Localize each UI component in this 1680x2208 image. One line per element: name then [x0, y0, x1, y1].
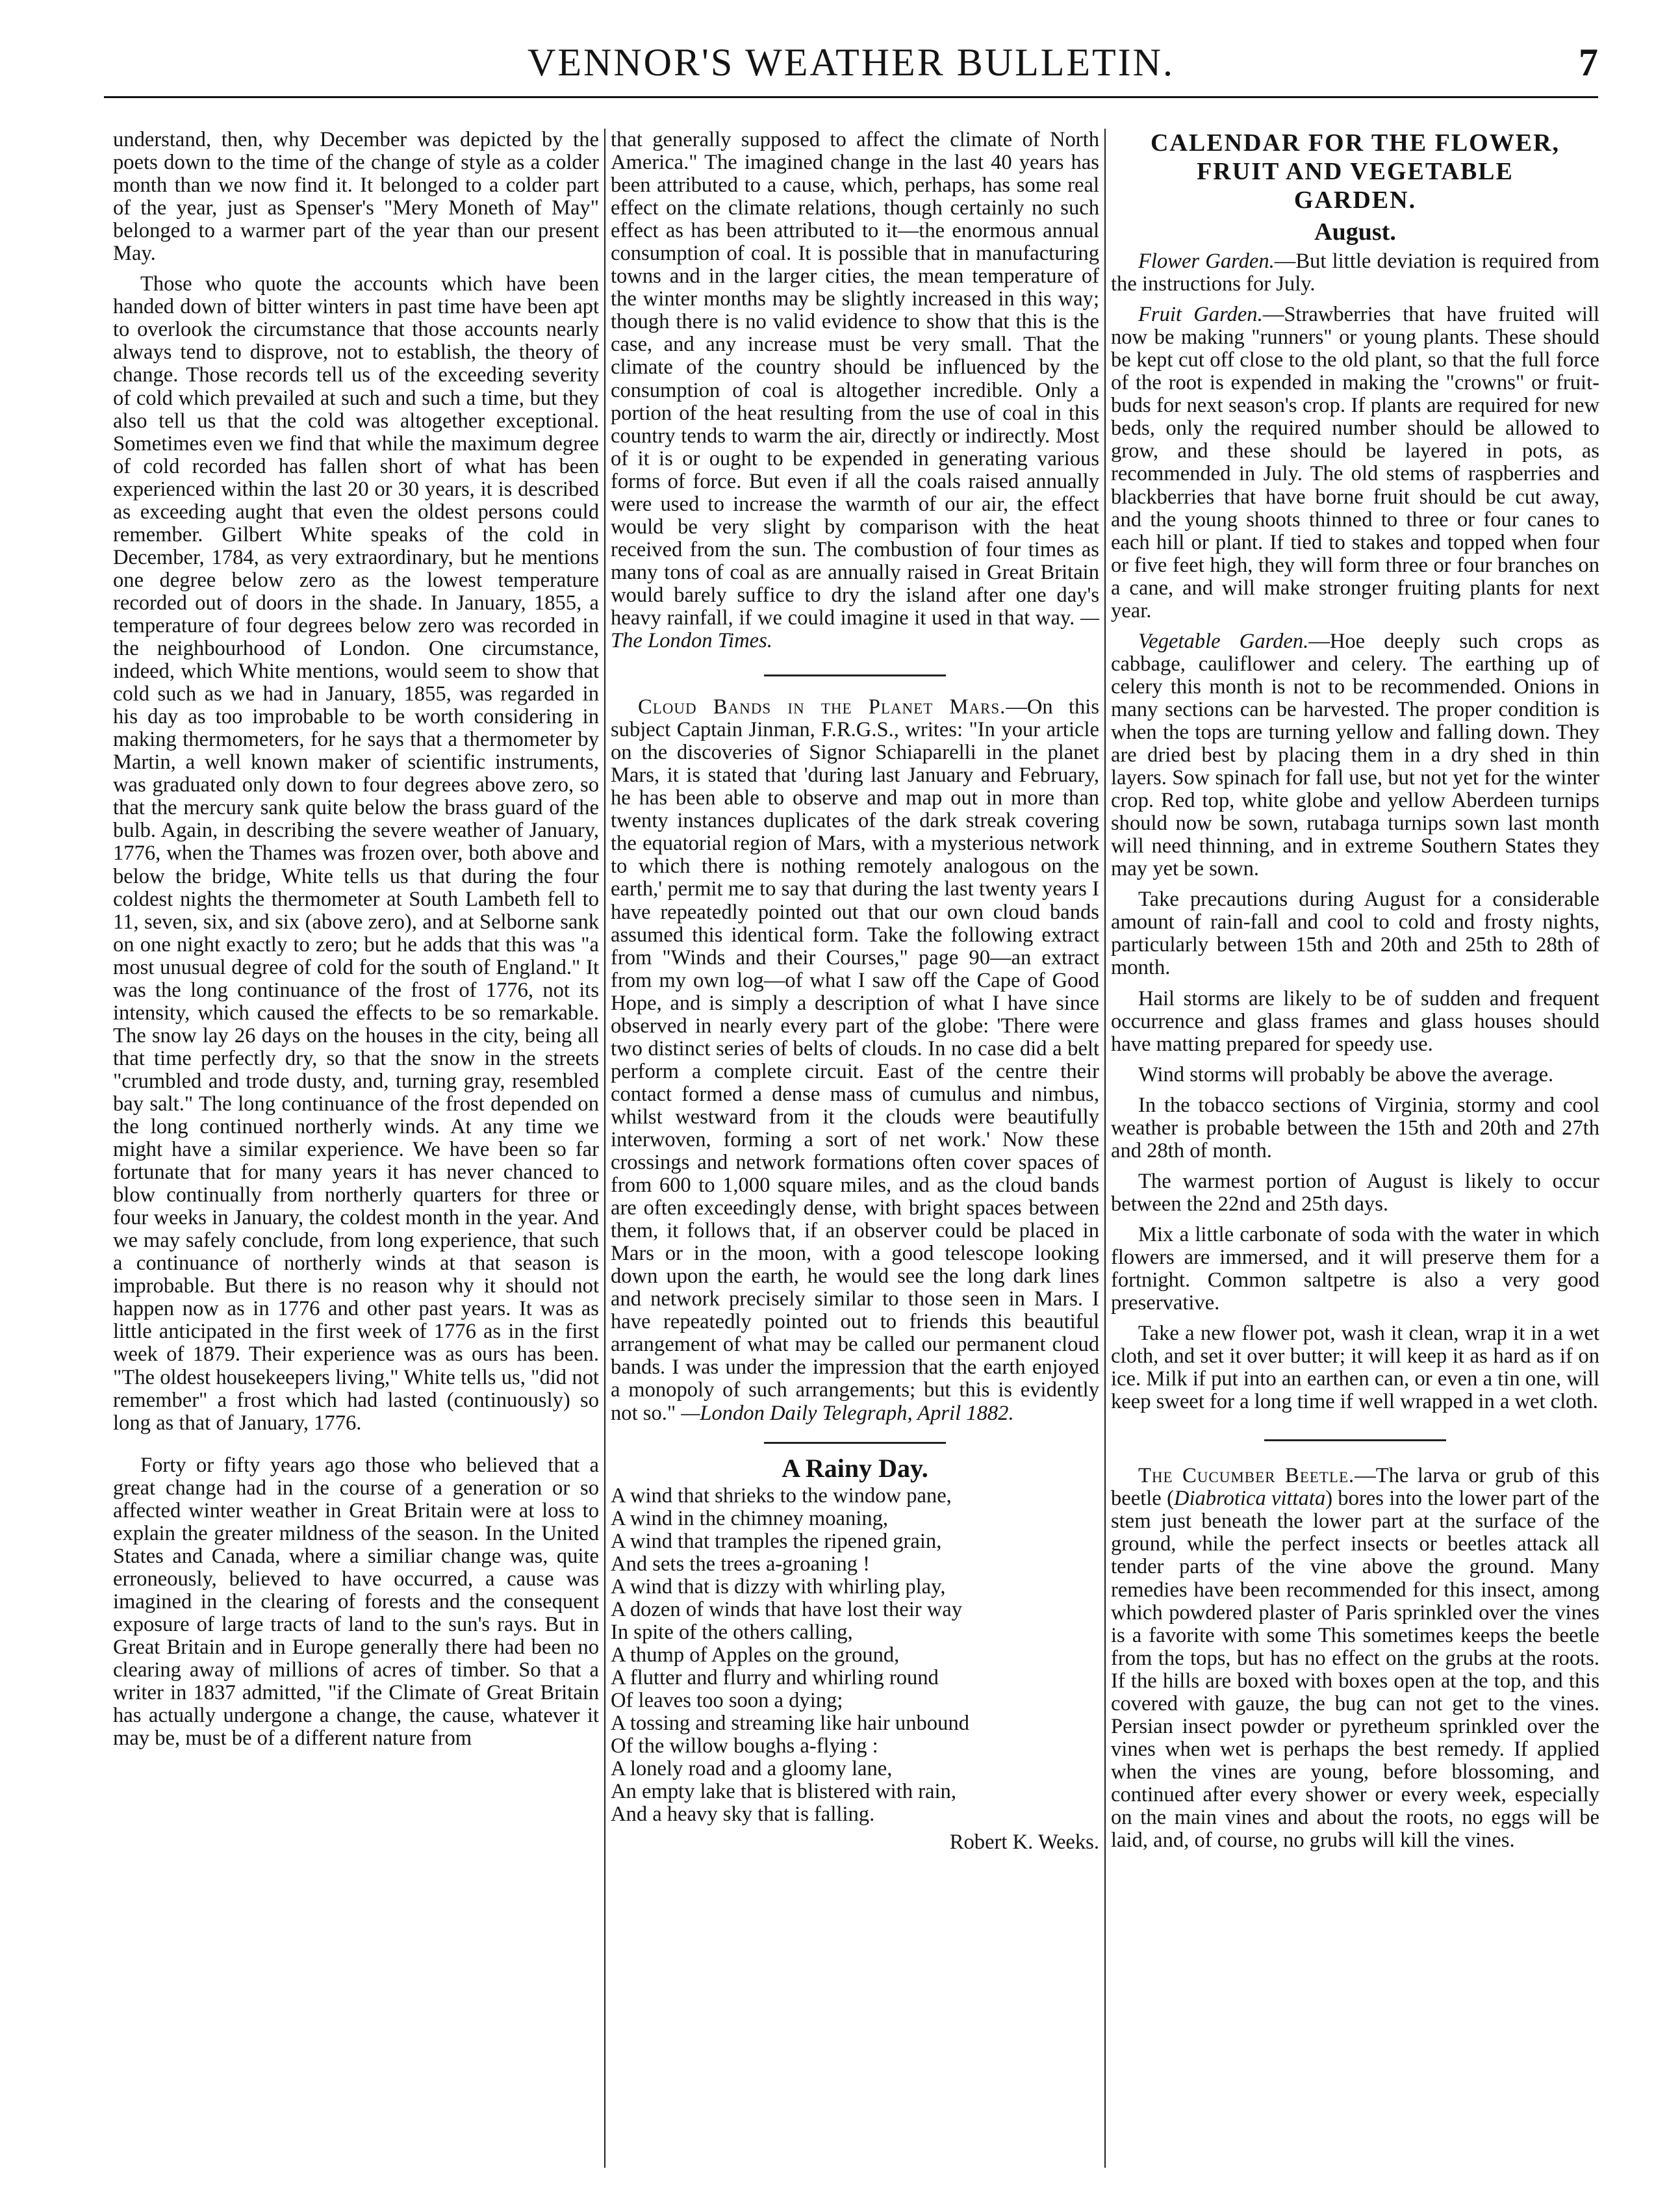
poem-line: A thump of Apples on the ground,: [611, 1643, 900, 1667]
poem-line: A wind that tramples the ripened grain,: [611, 1529, 942, 1553]
vegetable-garden-text: —Hoe deeply such crops as cabbage, cauliflower and celery. The earthing up of celery this month is not to be recommended. Onions in many sections can be harvested. The proper condition is when the tops are turning yellow and falling down. They are dried best by placing them in a dry shed in thin layers. Sow spinach for fall use, but not yet for the winter crop. Red top, white globe and yellow Aberdeen turnips should now be sown, rutabaga turnips sown last month will need thinning, and in extreme Southern States they may yet be sown.: [1111, 629, 1599, 881]
calendar-title-line: GARDEN.: [1293, 186, 1417, 214]
page-number: 7: [1579, 41, 1598, 84]
column-divider-right: [1104, 129, 1106, 2168]
poem-line: Of leaves too soon a dying;: [611, 1689, 843, 1713]
column-divider-left: [604, 129, 605, 2168]
vegetable-garden-paragraph: [1111, 630, 1599, 881]
cloud-bands-source: —London Daily Telegraph, April 1882.: [681, 1401, 1014, 1425]
calendar-paragraph: Wind storms will probably be above the average.: [1138, 1062, 1554, 1086]
flower-garden-text: —But little deviation is required from the instructions for July.: [1111, 250, 1599, 296]
poem-line: A dozen of winds that have lost their way: [611, 1597, 963, 1621]
poem-line: And sets the trees a-groaning !: [611, 1552, 870, 1576]
cucumber-beetle-article: [1111, 1465, 1599, 1852]
calendar-paragraph: Mix a little carbonate of soda with the water in which flowers are immersed, and it will preserve them for a fortnight. Common saltpetre is also a very good preservative.: [1111, 1222, 1599, 1315]
section-divider: [764, 1442, 946, 1444]
column-2: [611, 129, 1099, 1854]
poem-title: A Rainy Day.: [782, 1453, 928, 1483]
vegetable-garden-label: Vegetable Garden.: [1138, 629, 1309, 653]
calendar-paragraph: The warmest portion of August is likely to occur between the 22nd and 25th days.: [1111, 1169, 1599, 1216]
poem-author: Robert K. Weeks.: [949, 1830, 1099, 1855]
beetle-species-name: Diabrotica vittata: [1173, 1487, 1326, 1511]
cloud-bands-article: [611, 696, 1099, 1425]
poem-line: In spite of the others calling,: [611, 1620, 853, 1644]
page-header: [104, 38, 1598, 98]
column-3: [1111, 129, 1599, 1852]
calendar-title-line: FRUIT AND VEGETABLE: [1197, 158, 1514, 185]
fruit-garden-label: Fruit Garden.: [1138, 303, 1263, 327]
winter-article-paragraph: Those who quote the accounts which have been handed down of bitter winters in past time have been apt to overlook the circumstance that those accounts nearly always tend to disprove, not to establish, the theory of change. Those records tell us of the exceeding severity of cold which prevailed at such and such a time, but they also tell us that the cold was altogether exceptional. Sometimes even we find that while the maximum degree of cold recorded has fallen short of what has been experienced within the last 20 or 30 years, it is described as exceeding aught that even the oldest persons could remember. Gilbert White speaks of the cold in December, 1784, as very extraordinary, but he mentions one degree below zero as the lowest temperature recorded out of doors in the shade. In January, 1855, a temperature of four degrees below zero was recorded in the neighbourhood of London. One circumstance, indeed, which White mentions, would seem to show that cold such as we had in January, 1855, was regarded in his day as too improbable to be worth considering in making thermometers, for he says that a thermometer by Martin, a well known maker of scientific instruments, was graduated only down to four degrees above zero, so that the mercury sank quite below the brass guard of the bulb. Again, in describing the severe weather of January, 1776, when the Thames was frozen over, both above and below the bridge, White tells us that during the four coldest nights the thermometer at South Lambeth fell to 11, seven, six, and six (above zero), and at Selborne sank on one night exactly to zero; but he adds that this was "a most unusual degree of cold for the south of England." It was the long continuance of the frost of 1776, not its intensity, which caused the effects to be so remarkable. The snow lay 26 days on the houses in the city, being all that time perfectly dry, so that the snow in the streets "crumbled and trode dusty, and, turning gray, resembled bay salt." The long continuance of the frost depended on the long continued northerly winds. At any time we might have a similar experience. We have been so far fortunate that for many years it has never chanced to blow continually from northerly quarters for three or four weeks in January, the coldest month in the year. And we may safely conclude, from long experience, that such a continuance of northerly winds at that season is improbable. But there is no reason why it should not happen now as in 1776 and other past years. It was as little anticipated in the first week of 1776 as in the first week of 1879. Their experience was as ours has been. "The oldest housekeepers living," White tells us, "did not remember" a frost which had lasted (continuously) so long as that of January, 1776.: [113, 272, 599, 1435]
month-heading: August.: [1314, 218, 1396, 246]
coal-article-text: that generally supposed to affect the climate of North America." The imagined change in the last 40 years has been attributed to a cause, which, perhaps, has some real effect on the climate relations, though certainly no such effect as has been attributed to it—the enormous annual consumption of coal. It is possible that in manufacturing towns and in the larger cities, the mean temperature of the winter months may be slightly increased in this way; though there is no valid evidence to show that this is the case, and any increase must be very small. That the climate of the country should be influenced by the consumption of coal is altogether incredible. Only a portion of the heat resulting from the use of coal in this country tends to warm the air, directly or indirectly. Most of it is or ought to be expended in generating various forms of force. But even if all the coals raised annually were used to increase the warmth of our air, the effect would be very slight by comparison with the heat received from the sun. The combustion of four times as many tons of coal as are annually raised in Great Britain would barely suffice to dry the island after one day's heavy rainfall, if we could imagine it used in that way.: [611, 128, 1099, 630]
calendar-paragraph: Take precautions during August for a considerable amount of rain-fall and cool to cold and frosty nights, particularly between 15th and 20th and 25th to 28th of month.: [1111, 888, 1599, 980]
winter-article-paragraph: Forty or fifty years ago those who believed that a great change had in the course of a generation or so affected winter weather in Great Britain were at loss to explain the greater mildness of the season. In the United States and Canada, where a similiar change was, quite erroneously, believed to have occurred, a cause was imagined in the clearing of forests and the consequent exposure of large tracts of land to the sun's rays. But in Great Britain and in Europe generally there had been no clearing away of millions of acres of timber. So that a writer in 1837 admitted, "if the Climate of Great Britain has actually undergone a change, the cause, whatever it may be, must be of a different nature from: [113, 1453, 599, 1751]
cucumber-beetle-text: ) bores into the lower part of the stem just beneath the lower part at the surface of the ground, while the perfect insects or beetles attack all tender parts of the vine above the ground. Many remedies have been recommended for this insect, among which powdered plaster of Paris sprinkled over the vines is a favorite with some This sometimes keeps the beetle from the tops, but has no effect on the grubs at the roots. If the hills are boxed with boxes open at the top, and this covered with gauze, the bug can not get to the vines. Persian insect powder or pyretheum sprinkled over the vines when wet is perhaps the best remedy. If applied when the vines are young, before blossoming, and continued after every shower or every week, especially on the main vines and about the roots, no eggs will be laid, and, of course, no grubs will kill the vines.: [1111, 1487, 1599, 1853]
poem-line: A lonely road and a gloomy lane,: [611, 1757, 893, 1781]
poem-line: A flutter and flurry and whirling round: [611, 1666, 939, 1689]
bulletin-title: VENNOR'S WEATHER BULLETIN.: [528, 41, 1175, 84]
winter-article-paragraph: understand, then, why December was depicted by the poets down to the time of the change of style as a colder month than we now find it. It belonged to a colder part of the year, just as Spenser's "Mery Moneth of May" belonged to a warmer part of the year than our present May.: [113, 128, 599, 266]
calendar-paragraph: In the tobacco sections of Virginia, stormy and cool weather is probable between the 15th and 20th and 27th and 28th of month.: [1111, 1093, 1599, 1162]
poem-line: A wind that shrieks to the window pane,: [611, 1483, 952, 1508]
poem-line: And a heavy sky that is falling.: [611, 1803, 875, 1827]
coal-article-source: —The London Times.: [611, 606, 1099, 653]
cucumber-beetle-text: —The larva or grub of this beetle (: [1111, 1464, 1599, 1511]
fruit-garden-paragraph: [1111, 303, 1599, 623]
flower-garden-label: Flower Garden.: [1138, 250, 1275, 274]
poem-line: Of the willow boughs a-flying :: [611, 1734, 878, 1758]
poem-line: A tossing and streaming like hair unbound: [611, 1712, 969, 1736]
column-1: [113, 129, 599, 1750]
poem-line: A wind that is dizzy with whirling play,: [611, 1574, 946, 1598]
calendar-title-line: CALENDAR FOR THE FLOWER,: [1150, 129, 1560, 157]
poem-line: An empty lake that is blistered with rain,: [611, 1780, 956, 1804]
poem: [611, 1485, 1099, 1827]
poem-line: A wind in the chimney moaning,: [611, 1506, 889, 1530]
fruit-garden-text: —Strawberries that have fruited will now be making "runners" or young plants. These should be kept cut off close to the old plant, so that the full force of the root is expended in making the "crowns" or fruit-buds for next season's crop. If plants are required for new beds, only the required number should be allowed to grow, and these should be layered in pots, as recommended in July. The old stems of raspberries and blackberries that have borne fruit should be cut away, and the young shoots thinned to three or four canes to each hill or plant. If tied to stakes and topped when four or five feet high, they will form three or four branches on a cane, and will make stronger fruiting plants for next year.: [1111, 303, 1599, 623]
cloud-bands-heading: Cloud Bands in the Planet Mars.: [638, 695, 1006, 719]
calendar-paragraph: Hail storms are likely to be of sudden and frequent occurrence and glass frames and glass houses should have matting prepared for speedy use.: [1111, 986, 1599, 1056]
cloud-bands-text: —On this subject Captain Jinman, F.R.G.S., writes: "In your article on the discoveries of Signor Schiaparelli in the planet Mars, it is stated that 'during last January and February, he has been able to observe and map out in more than twenty instances duplicates of the dark streak covering the equatorial region of Mars, with a mysterious network to which there is nothing remotely analogous on the earth,' permit me to say that during the last twenty years I have repeatedly pointed out that our own cloud bands assumed this identical form. Take the following extract from "Winds and their Courses," page 90—an extract from my own log—of what I saw off the Cape of Good Hope, and is simply a description of what I have since observed in nearly every part of the globe: 'There were two distinct series of belts of clouds. In no case did a belt perform a complete circuit. East of the centre their contact formed a dense mass of cumulus and nimbus, whilst westward from it the clouds were beautifully interwoven, forming a sort of net work.' Now these crossings and network formations often cover spaces of from 600 to 1,000 square miles, and as the cloud bands are often exceedingly dense, with bright spaces between them, it follows that, if an observer could be placed in Mars or in the moon, with a good telescope looking down upon the earth, he would see the long dark lines and network precisely similar to those seen in Mars. I have repeatedly pointed out to friends this beautiful arrangement of what may be called our permanent cloud bands. I was under the impression that the earth enjoyed a monopoly of such arrangements; but this is evidently not so.": [611, 695, 1100, 1425]
flower-garden-paragraph: [1111, 250, 1599, 296]
coal-article-paragraph: [611, 129, 1099, 652]
section-divider: [764, 674, 946, 676]
section-divider: [1264, 1439, 1446, 1441]
calendar-paragraph: Take a new flower pot, wash it clean, wrap it in a wet cloth, and set it over butter; it will keep it as hard as if on ice. Milk if put into an earthen can, or even a tin one, will keep sweet for a long time if well wrapped in a wet cloth.: [1111, 1322, 1599, 1414]
cucumber-beetle-heading: The Cucumber Beetle.: [1138, 1464, 1355, 1488]
